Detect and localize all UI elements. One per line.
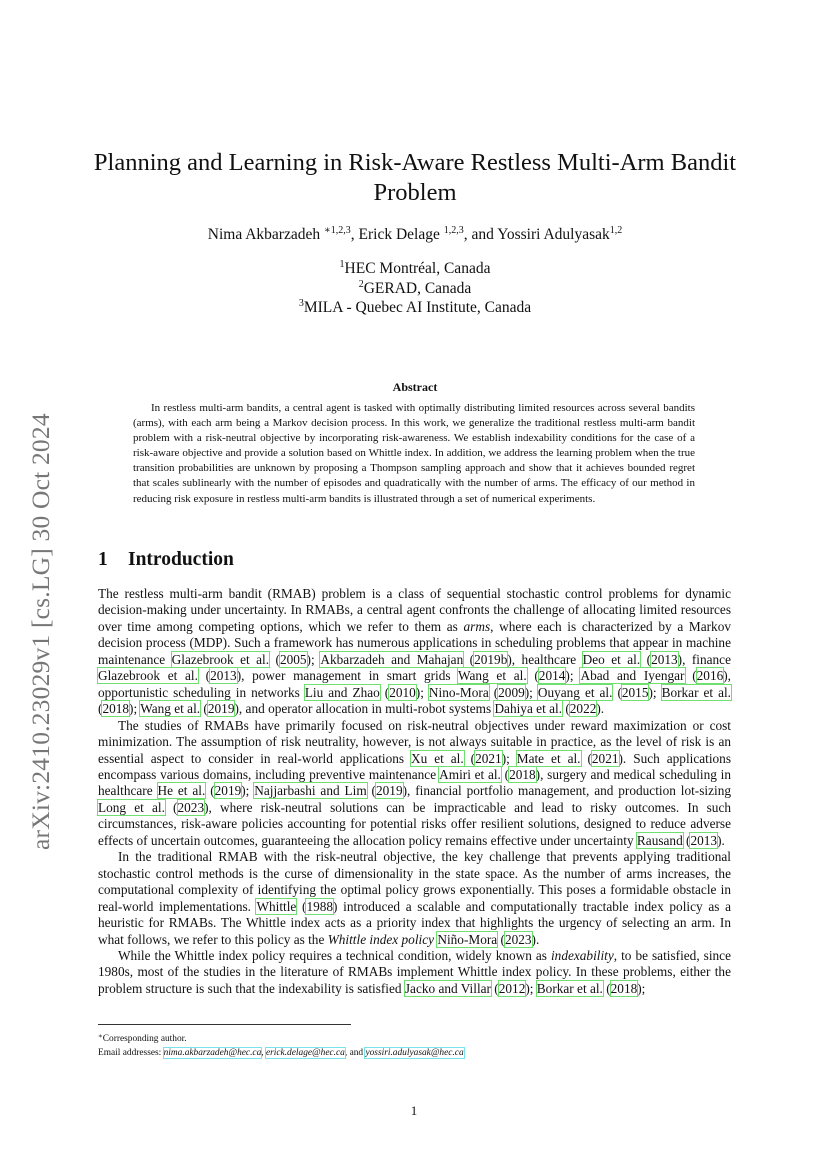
author-mark: ∗1,2,3 xyxy=(323,225,351,236)
paragraph-text: ). xyxy=(531,931,540,947)
citation-link[interactable]: 2013 xyxy=(690,832,718,848)
paragraph-text: ( xyxy=(366,783,376,799)
citation-link[interactable]: 2013 xyxy=(210,668,237,684)
paragraph-text: ); xyxy=(306,651,321,667)
citation-link[interactable]: 2019 xyxy=(207,701,235,717)
citation-link[interactable]: Ouyang et al. xyxy=(537,684,613,700)
paragraph-text: In the traditional RMAB with the risk-neutral objective, the key challenge that prevents applying traditional stochastic control methods is the curse of dimensionality in the state space. As the number of arms increases, the computational complexity of identifying the optimal policy grows exponentially. This poses a formidable obstacle in real-world implementations. xyxy=(98,849,731,914)
citation-link[interactable]: Borkar et al. xyxy=(536,980,603,996)
citation-link[interactable]: Abad and Iyengar xyxy=(580,668,685,684)
citation-link[interactable]: Glazebrook et al. xyxy=(98,668,198,684)
affiliation xyxy=(90,259,740,279)
affiliation-text: MILA - Quebec AI Institute, Canada xyxy=(303,299,532,316)
paragraph-text: ( xyxy=(296,898,307,914)
emphasized-term: indexability xyxy=(550,947,614,963)
email-link[interactable]: erick.delage@hec.ca xyxy=(265,1048,345,1058)
author-mark: 1,2,3 xyxy=(443,225,464,236)
citation-link[interactable]: 2023 xyxy=(504,931,532,947)
paragraph-text: ), surgery and medical scheduling in healthcare xyxy=(98,766,731,799)
author-name: Erick Delage xyxy=(358,226,440,243)
citation-link[interactable]: Borkar et al. xyxy=(661,684,731,700)
author-list xyxy=(90,226,740,244)
citation-link[interactable]: 2010 xyxy=(389,684,416,700)
paragraph-text: ); xyxy=(129,701,141,717)
citation-link[interactable]: Wang et al. xyxy=(140,701,201,717)
paragraph-text: ( xyxy=(684,668,697,684)
citation-link[interactable]: Akbarzadeh and Mahajan xyxy=(320,651,464,667)
body-paragraph xyxy=(98,718,731,850)
affiliation-list xyxy=(90,259,740,318)
email-link[interactable]: nima.akbarzadeh@hec.ca xyxy=(163,1048,262,1058)
citation-link[interactable]: 2009 xyxy=(498,684,525,700)
body-paragraph xyxy=(98,948,731,997)
citation-link[interactable]: Najjarbashi and Lim xyxy=(254,783,367,799)
paragraph-text: ), power management in smart grids xyxy=(236,668,459,684)
arxiv-side-identifier xyxy=(20,360,64,855)
citation-link[interactable]: Glazebrook et al. xyxy=(171,651,270,667)
paper-title xyxy=(90,148,740,208)
arxiv-identifier-text: arXiv:2410.23029v1 [cs.LG] 30 Oct 2024 xyxy=(26,413,55,850)
paragraph-text: ( xyxy=(197,668,211,684)
citation-link[interactable]: Long et al. xyxy=(98,799,165,815)
email-link[interactable]: yossiri.adulyasak@hec.ca xyxy=(365,1048,464,1058)
affiliation-mark: 3 xyxy=(298,298,304,309)
body-paragraph xyxy=(98,586,731,718)
paragraph-text: ). Such applications encompass various domains, including preventive maintenance xyxy=(98,750,731,782)
paragraph-text: ). xyxy=(717,832,725,848)
paragraph-text: ). xyxy=(596,701,605,717)
footnote-line xyxy=(98,1029,738,1046)
abstract-heading: Abstract xyxy=(392,380,438,394)
citation-link[interactable]: Wang et al. xyxy=(458,668,527,684)
citation-link[interactable]: Niño-Mora xyxy=(437,931,498,947)
email-separator: , xyxy=(261,1048,266,1058)
email-separator: , and xyxy=(344,1048,366,1058)
page-number: 1 xyxy=(410,1103,418,1118)
footnote xyxy=(98,1029,738,1060)
paragraph-text: ); xyxy=(648,684,662,700)
affiliation-mark: 2 xyxy=(358,278,364,290)
paragraph-text: ( xyxy=(580,750,592,766)
affiliation-text: HEC Montréal, Canada xyxy=(344,260,491,277)
paragraph-text: ( xyxy=(562,701,570,717)
paragraph-text: The restless multi-arm bandit (RMAB) problem is a class of sequential stochastic control problems for dynamic decision-making under uncertainty. In RMABs, a central agent confronts the challenge of allocating limited resources over time among competing options, which we refer to them as xyxy=(98,586,731,634)
section-title: Introduction xyxy=(128,549,234,570)
paragraph-text: ( xyxy=(612,684,622,700)
citation-link[interactable]: Deo et al. xyxy=(582,651,641,667)
affiliation-text: GERAD, Canada xyxy=(363,279,472,297)
abstract-text: In restless multi-arm bandits, a central agent is tasked with optimally distributing limited resources across several bandits (arms), with each arm being a Markov decision process. In this work, we generalize the traditional restless multi-arm bandit problem with a risk-neutral objective by incorporating risk-awareness. We establish indexability conditions for the case of a risk-aware objective and provide a solution based on Whittle index. In addition, we address the learning problem when the true transition probabilities are unknown by proposing a Thompson sampling approach and show that it achieves bounded regret that scales sublinearly with the number of episodes and quadratically with the number of arms. The efficacy of our method in reducing risk exposure in restless multi-arm bandits is illustrated through a set of numerical experiments. xyxy=(133,402,695,505)
paragraph-text: ( xyxy=(98,701,103,717)
citation-link[interactable]: 2022 xyxy=(569,701,597,717)
paragraph-text: ( xyxy=(379,684,390,700)
paragraph-text: ( xyxy=(640,651,652,667)
citation-link[interactable]: Mate et al. xyxy=(516,750,581,766)
affiliation xyxy=(90,279,740,299)
body-paragraph xyxy=(98,849,731,948)
title-line-2: Problem xyxy=(373,179,457,206)
author-name: Nima Akbarzadeh xyxy=(207,226,321,243)
paragraph-text: ), opportunistic scheduling in networks xyxy=(98,668,731,700)
citation-link[interactable]: 2018 xyxy=(102,701,130,717)
citation-link[interactable]: Rausand xyxy=(636,832,683,848)
paragraph-text: ( xyxy=(488,684,499,700)
citation-link[interactable]: 2019 xyxy=(214,783,242,799)
citation-link[interactable]: 2016 xyxy=(696,668,724,684)
citation-link[interactable]: Amiri et al. xyxy=(439,766,501,782)
author-separator: , and xyxy=(463,226,498,243)
email-label: Email addresses: xyxy=(98,1048,164,1058)
paragraph-text: ( xyxy=(463,750,476,766)
citation-link[interactable]: 2015 xyxy=(621,684,649,700)
paragraph-text: ); xyxy=(501,750,517,766)
affiliation xyxy=(90,298,740,318)
citation-link[interactable]: Jacko and Villar xyxy=(404,980,491,996)
footnote-text: Corresponding author. xyxy=(102,1034,187,1044)
introduction-body xyxy=(98,586,731,997)
citation-link[interactable]: 2018 xyxy=(509,766,536,782)
paragraph-text: While the Whittle index policy requires a technical condition, widely known as xyxy=(118,947,551,963)
citation-link[interactable]: 2023 xyxy=(177,799,205,815)
paragraph-text: ); xyxy=(415,684,429,700)
author-mark: 1,2 xyxy=(609,225,623,236)
paragraph-text: ) introduced a scalable and computationally tractable index policy as a heuristic for RMABs. The Whittle index acts as a priority index that highlights the urgency of selecting an arm. In what follows, we refer to this policy as the xyxy=(98,898,731,947)
title-line-1: Planning and Learning in Risk-Aware Restless Multi-Arm Bandit xyxy=(93,149,737,176)
paragraph-text: ( xyxy=(526,668,539,684)
paragraph-text: ( xyxy=(682,832,691,848)
paragraph-text: The studies of RMABs have primarily focused on risk-neutral objectives under reward maximization or cost minimization. The assumption of risk neutrality, however, is not always suitable in practice, as the level of risk is an essential aspect to consider in real-world applications xyxy=(98,717,731,766)
paragraph-text: ( xyxy=(497,931,505,947)
paragraph-text: ( xyxy=(164,799,178,815)
citation-link[interactable]: 2021 xyxy=(591,750,619,766)
citation-link[interactable]: 2014 xyxy=(538,668,566,684)
citation-link[interactable]: 2019 xyxy=(376,783,403,799)
paragraph-text: ), and operator allocation in multi-robot systems xyxy=(234,701,495,717)
footnote-mark: ∗ xyxy=(98,1032,103,1040)
affiliation-mark: 1 xyxy=(339,259,345,270)
citation-link[interactable]: 2021 xyxy=(475,750,502,766)
citation-link[interactable]: Whittle xyxy=(256,898,297,914)
citation-link[interactable]: Dahiya et al. xyxy=(494,701,563,717)
citation-link[interactable]: Xu et al. xyxy=(411,750,464,766)
citation-link[interactable]: 2019b xyxy=(474,651,508,667)
paragraph-text: ( xyxy=(602,980,611,996)
paragraph-text: ( xyxy=(269,651,280,667)
paragraph-text: ( xyxy=(463,651,475,667)
citation-link[interactable]: 2013 xyxy=(651,651,678,667)
paragraph-text: ), where risk-neutral solutions can be impracticable and lead to risky outcomes. In such circumstances, risk-aware policies accounting for potential risks offer resilient solutions, designed to reduce adverse effects of uncertain outcomes, guaranteeing the allocation policy remains effective under uncertainty xyxy=(98,799,732,848)
paragraph-text: ); xyxy=(525,980,537,996)
paragraph-text: ( xyxy=(490,980,499,996)
paragraph-text: ); xyxy=(241,783,255,799)
paragraph-text: ( xyxy=(500,766,510,782)
paragraph-text: ( xyxy=(200,701,208,717)
citation-link[interactable]: 2018 xyxy=(610,980,638,996)
citation-link[interactable]: 1988 xyxy=(306,898,334,914)
citation-link[interactable]: Nino-Mora xyxy=(428,684,489,700)
paragraph-text: ), healthcare xyxy=(507,651,583,667)
paragraph-text: , to be satisfied, since 1980s, most of the studies in the literature of RMABs implement Whittle index policy. In these problems, either the problem structure is such that the indexability is satisfied xyxy=(98,947,731,996)
paragraph-text: ), financial portfolio management, and production lot-sizing xyxy=(402,783,731,799)
paragraph-text: , where each is characterized by a Markov decision process (MDP). Such a framework has numerous applications in scheduling problems that appear in machine maintenance xyxy=(98,618,731,667)
citation-link[interactable]: He et al. xyxy=(157,783,206,799)
paragraph-text: ), finance xyxy=(677,651,731,667)
paragraph-text: ( xyxy=(205,783,215,799)
email-line xyxy=(98,1046,738,1060)
citation-link[interactable]: 2005 xyxy=(279,651,307,667)
paragraph-text: ); xyxy=(565,668,581,684)
emphasized-term: arms xyxy=(463,618,491,634)
section-number: 1 xyxy=(98,549,108,570)
emphasized-term: Whittle index policy xyxy=(327,931,435,947)
paragraph-text: ); xyxy=(637,980,646,996)
abstract-body xyxy=(133,401,695,507)
paragraph-text: ); xyxy=(524,684,538,700)
section-heading xyxy=(98,549,234,571)
citation-link[interactable]: 2012 xyxy=(498,980,526,996)
citation-link[interactable]: Liu and Zhao xyxy=(304,684,380,700)
footnote-divider xyxy=(98,1024,351,1025)
author-name: Yossiri Adulyasak xyxy=(497,226,610,243)
author-separator: , xyxy=(350,226,359,243)
